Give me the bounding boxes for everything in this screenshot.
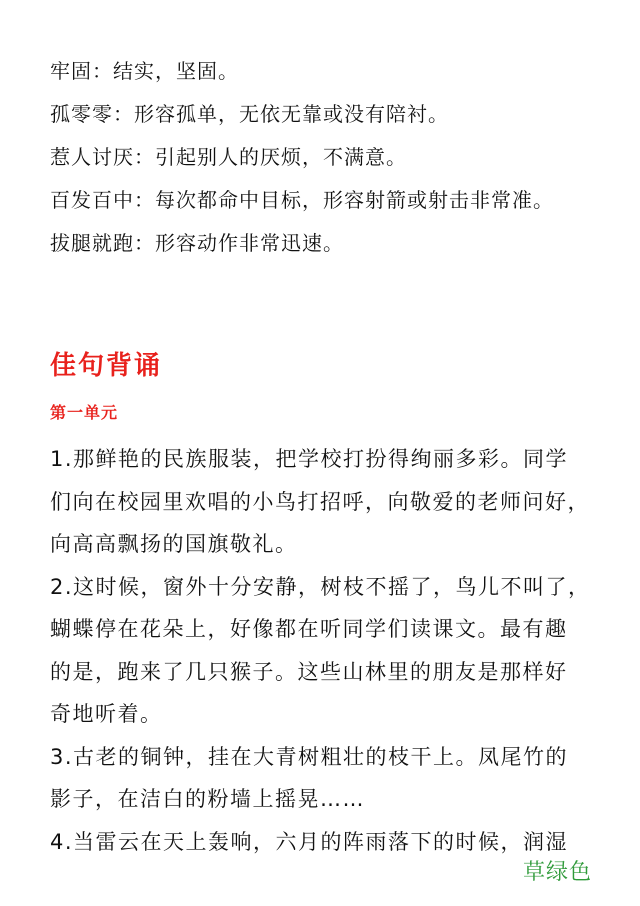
sentence-line: 们向在校园里欢唱的小鸟打招呼，向敬爱的老师问好， [50, 489, 590, 514]
sentence-line: 影子，在洁白的粉墙上摇晃…… [50, 787, 365, 811]
vocabulary-definitions [50, 50, 620, 265]
watermark: 草绿色 [522, 860, 592, 885]
definition-line: 拔腿就跑：形容动作非常迅速。 [50, 231, 344, 255]
unit-title: 第一单元 [50, 403, 119, 422]
sentence-line: 1.那鲜艳的民族服装，把学校打扮得绚丽多彩。同学 [50, 447, 569, 471]
definition-line: 牢固：结实，坚固。 [50, 59, 239, 83]
sentence-line: 4.当雷云在天上轰响，六月的阵雨落下的时候，润湿 [50, 829, 569, 854]
sentence-line: 蝴蝶停在花朵上，好像都在听同学们读课文。最有趣 [50, 617, 568, 641]
sentence-line: 3.古老的铜钟，挂在大青树粗壮的枝干上。凤尾竹的 [50, 744, 569, 769]
sentence-line: 向高高飘扬的国旗敬礼。 [50, 532, 298, 556]
definition-line: 百发百中：每次都命中目标，形容射箭或射击非常准。 [50, 188, 554, 212]
sentence-line: 2.这时候，窗外十分安静，树枝不摇了，鸟儿不叫了， [50, 574, 591, 599]
sentence-line: 的是，跑来了几只猴子。这些山林里的朋友是那样好 [50, 659, 568, 684]
definition-line: 孤零零：形容孤单，无依无靠或没有陪衬。 [50, 102, 449, 126]
definition-line: 惹人讨厌：引起别人的厌烦，不满意。 [50, 145, 407, 169]
sentence-line: 奇地听着。 [50, 702, 163, 726]
section-title: 佳句背诵 [50, 351, 163, 381]
sentence-passages [50, 438, 610, 863]
